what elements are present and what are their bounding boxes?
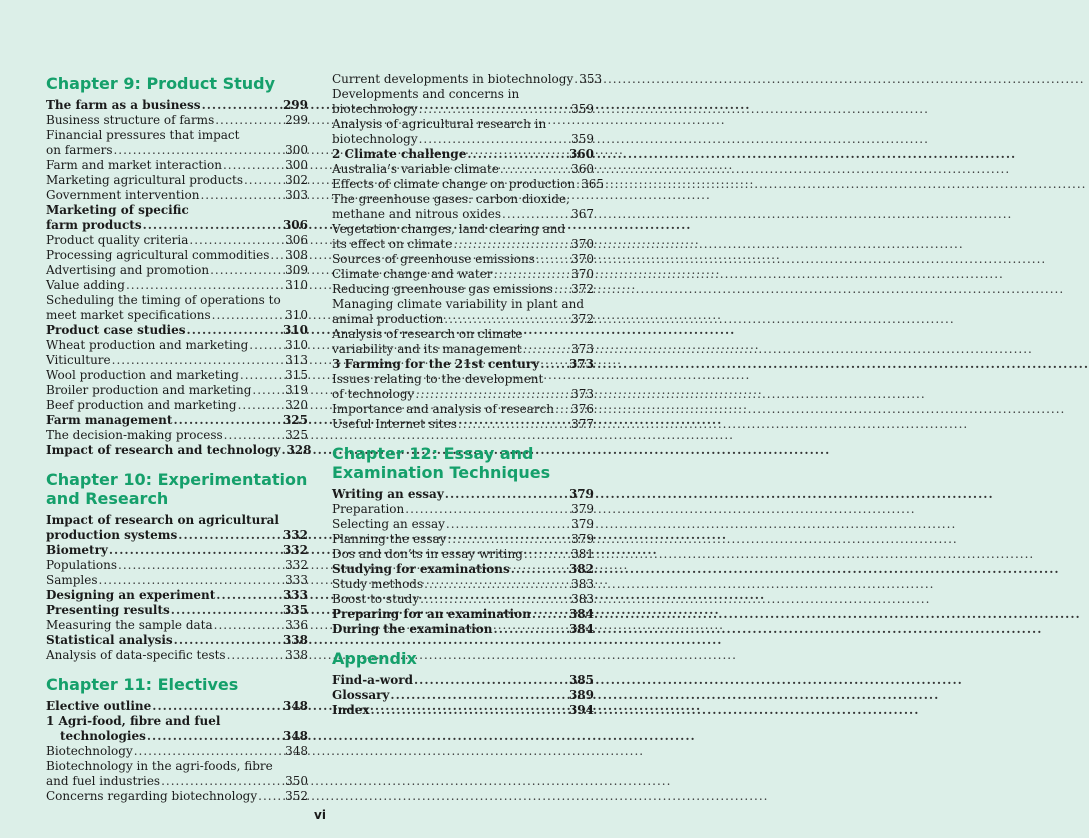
leader-dots	[500, 162, 570, 177]
toc-entry-title: Marketing agricultural products	[46, 173, 243, 187]
toc-entry[interactable]	[46, 158, 308, 173]
toc-entry-title: Find-a-word	[332, 673, 413, 687]
toc-entry-page: 367	[571, 207, 594, 221]
toc-entry[interactable]	[46, 233, 308, 248]
toc-entry[interactable]	[332, 622, 594, 637]
toc-entry-title: Studying for examinations	[332, 562, 510, 576]
toc-entry-title: Planning the essay	[332, 532, 447, 546]
toc-entry-title: Broiler production and marketing	[46, 383, 252, 397]
toc-entry-page: 306	[285, 233, 308, 247]
toc-entry[interactable]	[332, 282, 594, 297]
toc-entry-title: Impact of research and technology	[46, 443, 281, 457]
toc-entry-page: 319	[285, 383, 308, 397]
toc-entry-title: Populations	[46, 558, 117, 572]
toc-entry-page: 352	[285, 789, 308, 803]
toc-entry[interactable]	[46, 413, 308, 428]
toc-entry-title: Product quality criteria	[46, 233, 189, 247]
leader-dots	[574, 72, 578, 87]
toc-entry[interactable]	[332, 502, 594, 517]
toc-entry-page: 379	[571, 502, 594, 516]
toc-entry-page: 365	[581, 177, 605, 191]
leader-dots	[215, 113, 284, 128]
toc-entry-page: 383	[571, 577, 594, 591]
toc-entry-page: 353	[579, 72, 603, 86]
toc-entry-title: Australia’s variable climate	[332, 162, 499, 176]
toc-entry-title: biotechnology	[332, 102, 418, 116]
toc-entry[interactable]	[332, 102, 594, 117]
toc-entry-page: 377	[571, 417, 594, 431]
toc-entry-title: Wheat production and marketing	[46, 338, 249, 352]
toc-entry-page: 372	[571, 312, 594, 326]
toc-entry-line: Managing climate variability in plant and	[332, 297, 584, 311]
toc-entry-page: 348	[282, 699, 308, 713]
toc-entry-title: of technology	[332, 387, 415, 401]
toc-entry[interactable]	[332, 592, 594, 607]
leader-dots	[502, 207, 570, 222]
toc-entry-line: Vegetation changes, land clearing and	[332, 222, 566, 236]
toc-right-column	[332, 72, 605, 718]
toc-entry[interactable]	[46, 588, 308, 603]
toc-entry-page: 310	[285, 308, 308, 322]
toc-entry-page: 382	[568, 562, 594, 576]
leader-dots	[214, 618, 284, 633]
toc-entry-page: 335	[282, 603, 308, 617]
leader-dots	[200, 188, 284, 203]
toc-entry-title: and fuel industries	[46, 774, 161, 788]
leader-dots	[371, 703, 568, 718]
toc-entry[interactable]	[46, 648, 308, 663]
toc-entry-page: 383	[571, 592, 594, 606]
toc-entry[interactable]	[46, 113, 308, 128]
toc-entry-page: 338	[285, 648, 308, 662]
toc-entry[interactable]	[46, 143, 308, 158]
leader-dots	[511, 562, 568, 577]
toc-entry-page: 328	[286, 443, 312, 457]
toc-entry[interactable]	[46, 98, 308, 113]
toc-entry[interactable]	[46, 633, 308, 648]
leader-dots	[126, 278, 284, 293]
toc-entry[interactable]	[332, 342, 594, 357]
leader-dots	[173, 413, 282, 428]
leader-dots	[202, 98, 282, 113]
toc-entry[interactable]	[46, 699, 308, 714]
toc-entry-title: Dos and don’ts in essay writing	[332, 547, 523, 561]
toc-entry-title: Biometry	[46, 543, 108, 557]
toc-entry[interactable]	[332, 517, 594, 532]
section-spacer	[46, 458, 308, 468]
toc-entry[interactable]	[46, 308, 308, 323]
chapter-heading-chapter-10-experimentation-and-research: Chapter 10: Experimentation and Research	[46, 470, 308, 508]
toc-entry-page: 370	[571, 252, 594, 266]
toc-entry-page: 359	[571, 132, 594, 146]
toc-entry[interactable]	[46, 398, 308, 413]
leader-dots	[554, 282, 570, 297]
toc-entry-title: During the examination	[332, 622, 493, 636]
toc-entry-page: 310	[282, 323, 308, 337]
toc-entry-title: Samples	[46, 573, 98, 587]
toc-entry-title: Analysis of data-specific tests	[46, 648, 226, 662]
leader-dots	[458, 417, 570, 432]
toc-entry[interactable]	[332, 147, 594, 162]
toc-entry-page: 332	[285, 558, 308, 572]
leader-dots	[109, 543, 282, 558]
toc-entry-title: methane and nitrous oxides	[332, 207, 502, 221]
toc-entry-line: Impact of research on agricultural	[46, 513, 279, 527]
toc-entry-page: 325	[282, 413, 308, 427]
chapter-heading-chapter-11-electives: Chapter 11: Electives	[46, 675, 239, 694]
toc-entry[interactable]	[46, 218, 308, 233]
leader-dots	[244, 173, 284, 188]
leader-dots	[494, 622, 568, 637]
leader-dots	[415, 387, 570, 402]
toc-entry[interactable]	[332, 532, 594, 547]
toc-entry-title: Concerns regarding biotechnology	[46, 789, 258, 803]
toc-entry-page: 303	[285, 188, 308, 202]
toc-entry-line: Marketing of specific	[46, 203, 189, 217]
toc-entry-page: 300	[285, 143, 308, 157]
chapter-heading-appendix: Appendix	[332, 649, 417, 668]
toc-entry[interactable]	[46, 573, 308, 588]
toc-entry-line: Financial pressures that impact	[46, 128, 240, 142]
leader-dots	[161, 774, 284, 789]
leader-dots	[444, 312, 570, 327]
toc-entry-line: Developments and concerns in	[332, 87, 520, 101]
toc-entry-page: 379	[571, 532, 594, 546]
toc-entry[interactable]	[332, 357, 594, 372]
toc-entry[interactable]	[332, 577, 594, 592]
toc-entry[interactable]	[332, 703, 594, 718]
toc-entry-title: Advertising and promotion	[46, 263, 210, 277]
leader-dots	[524, 547, 570, 562]
toc-entry-title: The decision-making process	[46, 428, 223, 442]
toc-entry-title: Product case studies	[46, 323, 186, 337]
toc-entry[interactable]	[46, 383, 308, 398]
toc-entry[interactable]	[46, 443, 312, 458]
toc-entry-page: 332	[282, 543, 308, 557]
toc-entry-title: its effect on climate	[332, 237, 453, 251]
toc-entry[interactable]	[46, 618, 308, 633]
toc-entry[interactable]	[46, 789, 308, 804]
toc-entry-page: 376	[571, 402, 594, 416]
leader-dots	[390, 688, 568, 703]
toc-entry[interactable]	[332, 487, 594, 502]
toc-entry-title: biotechnology	[332, 132, 418, 146]
toc-entry-title: Preparation	[332, 502, 405, 516]
leader-dots	[223, 158, 284, 173]
toc-entry-page: 370	[571, 237, 594, 251]
toc-entry-title: meet market specifications	[46, 308, 211, 322]
toc-entry[interactable]	[46, 188, 308, 203]
leader-dots	[532, 607, 568, 622]
toc-entry-page: 370	[571, 267, 594, 281]
toc-entry-page: 389	[568, 688, 594, 702]
toc-entry-title: Sources of greenhouse emissions	[332, 252, 535, 266]
toc-entry[interactable]	[332, 417, 594, 432]
toc-entry-page: 348	[282, 729, 308, 743]
toc-entry-title: Writing an essay	[332, 487, 444, 501]
chapter-heading-chapter-9-product-study: Chapter 9: Product Study	[46, 74, 276, 93]
toc-entry-title: Biotechnology	[46, 744, 133, 758]
toc-entry-title: Beef production and marketing	[46, 398, 237, 412]
toc-entry[interactable]	[46, 428, 308, 443]
toc-entry-title: Selecting an essay	[332, 517, 445, 531]
toc-entry-title: Importance and analysis of research	[332, 402, 555, 416]
page-number: vi	[314, 808, 326, 822]
toc-entry[interactable]	[46, 528, 308, 543]
leader-dots	[212, 308, 284, 323]
leader-dots	[540, 357, 568, 372]
toc-entry[interactable]	[46, 774, 308, 789]
toc-entry-title: Processing agricultural commodities	[46, 248, 270, 262]
leader-dots	[143, 218, 282, 233]
toc-entry-title: Measuring the sample data	[46, 618, 213, 632]
toc-entry-page: 310	[285, 278, 308, 292]
leader-dots	[445, 487, 568, 502]
toc-entry-line: Analysis of agricultural research in	[332, 117, 547, 131]
toc-entry[interactable]	[332, 562, 594, 577]
leader-dots	[281, 443, 285, 458]
leader-dots	[249, 338, 284, 353]
toc-entry-page: 336	[285, 618, 308, 632]
toc-entry-line: Scheduling the timing of operations to	[46, 293, 281, 307]
toc-entry[interactable]	[46, 543, 308, 558]
leader-dots	[112, 353, 284, 368]
toc-entry-line: Biotechnology in the agri-foods, fibre	[46, 759, 273, 773]
toc-entry-title: Effects of climate change on production	[332, 177, 576, 191]
toc-entry-title: Statistical analysis	[46, 633, 173, 647]
toc-entry[interactable]	[332, 237, 594, 252]
leader-dots	[258, 789, 284, 804]
leader-dots	[446, 517, 570, 532]
toc-entry-title: 3 Farming for the 21st century	[332, 357, 540, 371]
toc-entry-title: Climate change and water	[332, 267, 493, 281]
toc-entry-page: 360	[571, 162, 594, 176]
toc-entry-page: 379	[568, 487, 594, 501]
toc-entry-title: Glossary	[332, 688, 390, 702]
toc-entry-title: 2 Climate challenge	[332, 147, 467, 161]
toc-entry-page: 309	[285, 263, 308, 277]
toc-entry-line: The greenhouse gases: carbon dioxide,	[332, 192, 570, 206]
toc-entry[interactable]	[332, 547, 594, 562]
leader-dots	[424, 577, 570, 592]
toc-entry-title: Current developments in biotechnology	[332, 72, 574, 86]
leader-dots	[523, 342, 571, 357]
leader-dots	[252, 383, 284, 398]
toc-entry-page: 394	[568, 703, 594, 717]
toc-entry[interactable]	[46, 338, 308, 353]
leader-dots	[555, 402, 570, 417]
toc-entry[interactable]	[46, 368, 308, 383]
toc-entry-page: 381	[571, 547, 594, 561]
leader-dots	[576, 177, 580, 192]
toc-entry-title: production systems	[46, 528, 178, 542]
toc-entry-page: 333	[282, 588, 308, 602]
toc-entry[interactable]	[332, 312, 594, 327]
leader-dots	[453, 237, 570, 252]
toc-entry-title: Study methods	[332, 577, 424, 591]
toc-entry-page: 350	[285, 774, 308, 788]
toc-entry-page: 300	[285, 158, 308, 172]
toc-entry-title: Farm management	[46, 413, 173, 427]
toc-entry[interactable]	[46, 248, 308, 263]
leader-dots	[174, 633, 282, 648]
toc-entry[interactable]	[46, 278, 308, 293]
leader-dots	[238, 398, 285, 413]
toc-entry[interactable]	[332, 207, 594, 222]
toc-entry-title: animal production	[332, 312, 444, 326]
toc-entry-line: Analysis of research on climate	[332, 327, 523, 341]
toc-entry[interactable]	[332, 177, 605, 192]
toc-entry-page: 325	[285, 428, 308, 442]
toc-entry-title: Reducing greenhouse gas emissions	[332, 282, 553, 296]
toc-entry-title: farm products	[46, 218, 142, 232]
toc-entry-page: 348	[285, 744, 308, 758]
toc-entry-page: 320	[285, 398, 308, 412]
toc-entry-title: Value adding	[46, 278, 125, 292]
leader-dots	[118, 558, 284, 573]
leader-dots	[99, 573, 285, 588]
toc-entry-page: 299	[285, 113, 308, 127]
toc-entry[interactable]	[332, 132, 594, 147]
toc-entry-title: Wool production and marketing	[46, 368, 239, 382]
toc-entry-title: Business structure of farms	[46, 113, 215, 127]
toc-entry-title: technologies	[60, 729, 146, 743]
leader-dots	[113, 143, 284, 158]
toc-entry-title: The farm as a business	[46, 98, 201, 112]
toc-entry[interactable]	[332, 72, 603, 87]
toc-entry-page: 308	[285, 248, 308, 262]
leader-dots	[216, 588, 282, 603]
toc-entry[interactable]	[46, 744, 308, 759]
toc-entry-title: variability and its management	[332, 342, 522, 356]
leader-dots	[467, 147, 568, 162]
toc-entry-page: 384	[568, 622, 594, 636]
leader-dots	[147, 729, 282, 744]
toc-entry-title: Presenting results	[46, 603, 170, 617]
toc-entry-page: 372	[571, 282, 594, 296]
toc-entry[interactable]	[332, 387, 594, 402]
toc-entry[interactable]	[46, 603, 308, 618]
leader-dots	[187, 323, 282, 338]
toc-entry-line: 1 Agri-food, fibre and fuel	[46, 714, 221, 728]
toc-entry[interactable]	[46, 558, 308, 573]
leader-dots	[494, 267, 571, 282]
leader-dots	[240, 368, 284, 383]
leader-dots	[171, 603, 282, 618]
toc-entry-page: 302	[285, 173, 308, 187]
toc-entry-title: on farmers	[46, 143, 113, 157]
toc-entry-page: 333	[285, 573, 308, 587]
leader-dots	[224, 428, 284, 443]
toc-entry-line: Issues relating to the development	[332, 372, 544, 386]
leader-dots	[134, 744, 284, 759]
leader-dots	[189, 233, 284, 248]
toc-entry-page: 313	[285, 353, 308, 367]
toc-entry-page: 379	[571, 517, 594, 531]
section-spacer	[46, 663, 308, 673]
leader-dots	[270, 248, 284, 263]
toc-entry-title: Useful Internet sites	[332, 417, 457, 431]
leader-dots	[419, 132, 571, 147]
toc-entry[interactable]	[46, 729, 308, 744]
chapter-heading-chapter-12-essay-and-examination-techniq: Chapter 12: Essay and Examination Techniques	[332, 444, 551, 482]
toc-entry[interactable]	[46, 173, 308, 188]
toc-entry-page: 384	[568, 607, 594, 621]
toc-entry[interactable]	[332, 402, 594, 417]
leader-dots	[178, 528, 282, 543]
leader-dots	[419, 102, 571, 117]
toc-left-column	[46, 72, 312, 804]
toc-entry[interactable]	[46, 353, 308, 368]
toc-entry-title: Viticulture	[46, 353, 111, 367]
leader-dots	[152, 699, 282, 714]
leader-dots	[447, 532, 570, 547]
toc-entry[interactable]	[332, 162, 594, 177]
toc-entry[interactable]	[332, 252, 594, 267]
toc-entry[interactable]	[46, 263, 308, 278]
toc-entry-title: Elective outline	[46, 699, 152, 713]
toc-entry-page: 373	[571, 342, 594, 356]
toc-entry-title: Government intervention	[46, 188, 200, 202]
toc-entry-page: 299	[282, 98, 308, 112]
toc-entry-title: Farm and market interaction	[46, 158, 222, 172]
toc-entry-page: 306	[282, 218, 308, 232]
toc-entry-page: 360	[568, 147, 594, 161]
leader-dots	[405, 502, 570, 517]
toc-entry[interactable]	[332, 607, 594, 622]
leader-dots	[414, 673, 568, 688]
toc-entry-page: 332	[282, 528, 308, 542]
leader-dots	[536, 252, 570, 267]
leader-dots	[210, 263, 284, 278]
toc-entry-page: 359	[571, 102, 594, 116]
toc-entry-page: 385	[568, 673, 594, 687]
toc-entry-page: 338	[282, 633, 308, 647]
toc-entry-title: Designing an experiment	[46, 588, 216, 602]
leader-dots	[420, 592, 570, 607]
toc-entry[interactable]	[332, 267, 594, 282]
toc-entry-page: 373	[571, 387, 594, 401]
toc-entry-page: 373	[568, 357, 594, 371]
toc-entry[interactable]	[332, 688, 594, 703]
toc-entry-title: Preparing for an examination	[332, 607, 531, 621]
toc-entry-page: 310	[285, 338, 308, 352]
toc-entry-page: 315	[285, 368, 308, 382]
toc-entry-title: Boost to study	[332, 592, 420, 606]
toc-entry-title: Index	[332, 703, 370, 717]
toc-entry[interactable]	[46, 323, 308, 338]
leader-dots	[227, 648, 285, 663]
toc-entry[interactable]	[332, 673, 594, 688]
